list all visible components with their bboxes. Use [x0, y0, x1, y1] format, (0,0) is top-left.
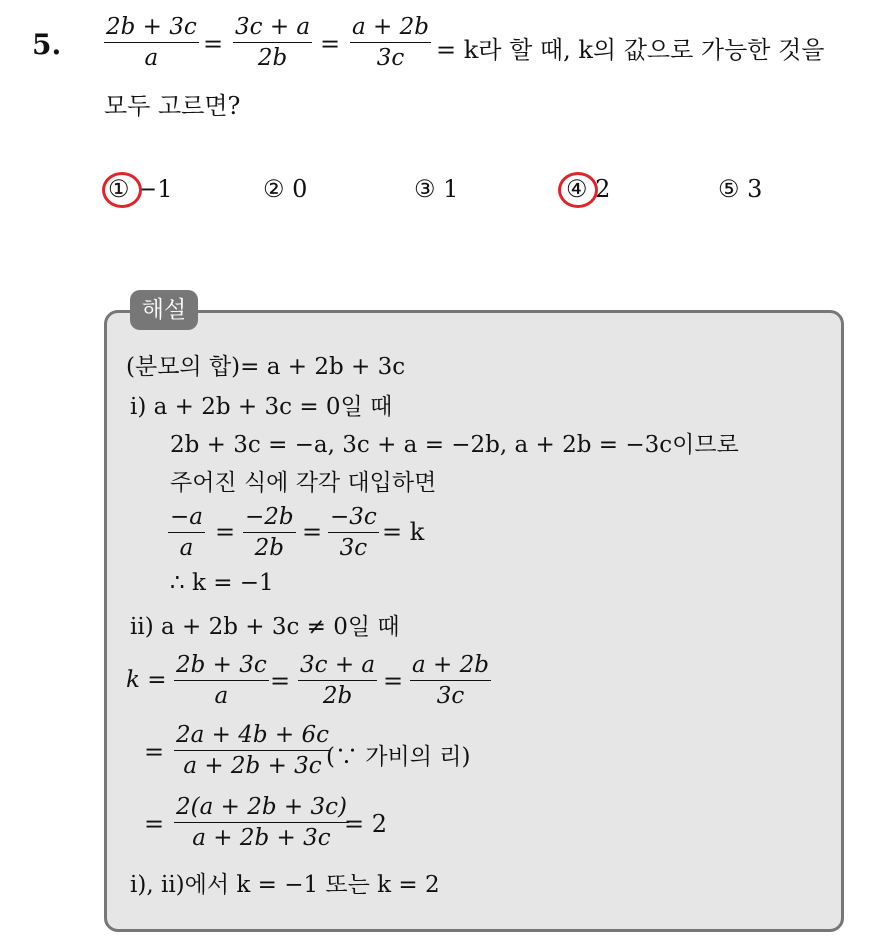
- fraction-numerator: a + 2b: [350, 12, 431, 43]
- fraction-denominator: 2b: [254, 535, 284, 561]
- fraction-numerator: a + 2b: [410, 650, 491, 681]
- choice-1[interactable]: ① −1: [108, 175, 173, 203]
- fraction-denominator: a + 2b + 3c: [192, 825, 331, 851]
- selected-circle-icon: [558, 172, 598, 208]
- result-two: = 2: [344, 810, 388, 838]
- equals-sign: =: [144, 738, 165, 766]
- problem-text-line2: 모두 고르면?: [104, 92, 241, 120]
- choice-4[interactable]: ④ 2: [566, 175, 611, 203]
- solution-line-3: 2b + 3c = −a, 3c + a = −2b, a + 2b = −3c이므로: [170, 432, 739, 458]
- choice-3[interactable]: ③ 1: [414, 175, 459, 203]
- selected-circle-icon: [102, 172, 142, 208]
- fraction-denominator: a + 2b + 3c: [183, 753, 322, 779]
- equals-sign: =: [270, 667, 291, 695]
- solution-line-5: ∴ k = −1: [170, 570, 274, 596]
- equals-sign: =: [320, 30, 341, 58]
- solution-fraction-2: [243, 502, 296, 563]
- fraction-numerator: 2a + 4b + 6c: [174, 720, 331, 751]
- fraction-denominator: 2b: [257, 45, 288, 71]
- equals-sign: =: [144, 810, 165, 838]
- equals-sign: =: [203, 30, 224, 58]
- problem-text-tail: = k라 할 때, k의 값으로 가능한 것을: [436, 36, 825, 64]
- fraction-numerator: 3c + a: [233, 12, 312, 43]
- problem-number: 5.: [32, 28, 62, 61]
- problem-fraction-1: [104, 12, 199, 73]
- fraction-numerator: 2b + 3c: [104, 12, 199, 43]
- equals-sign: =: [383, 667, 404, 695]
- solution-fraction-4: [174, 650, 269, 711]
- solution-fraction-7: [174, 720, 331, 781]
- solution-fraction-6: [410, 650, 491, 711]
- fraction-numerator: 2b + 3c: [174, 650, 269, 681]
- fraction-numerator: 2(a + 2b + 3c): [174, 792, 349, 823]
- fraction-denominator: a: [214, 683, 229, 709]
- choice-2[interactable]: ② 0: [263, 175, 308, 203]
- equals-sign: =: [302, 518, 323, 546]
- fraction-numerator: −a: [168, 502, 205, 533]
- problem-fraction-2: [233, 12, 312, 73]
- fraction-numerator: −2b: [243, 502, 296, 533]
- solution-fraction-3: [328, 502, 379, 563]
- k-equals: k =: [126, 667, 167, 693]
- equals-sign: =: [215, 518, 236, 546]
- equals-k: = k: [382, 518, 425, 546]
- fraction-denominator: a: [179, 535, 194, 561]
- fraction-numerator: −3c: [328, 502, 379, 533]
- solution-line-1: (분모의 합)= a + 2b + 3c: [126, 354, 406, 380]
- solution-line-6: ⅱ) a + 2b + 3c ≠ 0일 때: [130, 614, 400, 640]
- solution-fraction-8: [174, 792, 349, 853]
- fraction-numerator: 3c + a: [298, 650, 377, 681]
- solution-tag: 해설: [130, 290, 198, 330]
- fraction-denominator: 3c: [436, 683, 465, 709]
- solution-fraction-5: [298, 650, 377, 711]
- problem-fraction-3: [350, 12, 431, 73]
- fraction-denominator: 3c: [376, 45, 405, 71]
- gabi-note: (∵ 가비의 리): [326, 744, 471, 770]
- solution-conclusion: ⅰ), ⅱ)에서 k = −1 또는 k = 2: [130, 872, 440, 898]
- fraction-denominator: 3c: [339, 535, 368, 561]
- solution-fraction-1: [168, 502, 205, 563]
- solution-line-4: 주어진 식에 각각 대입하면: [170, 470, 437, 496]
- choice-5[interactable]: ⑤ 3: [718, 175, 763, 203]
- solution-line-2: ⅰ) a + 2b + 3c = 0일 때: [130, 394, 393, 420]
- fraction-denominator: 2b: [322, 683, 353, 709]
- fraction-denominator: a: [144, 45, 159, 71]
